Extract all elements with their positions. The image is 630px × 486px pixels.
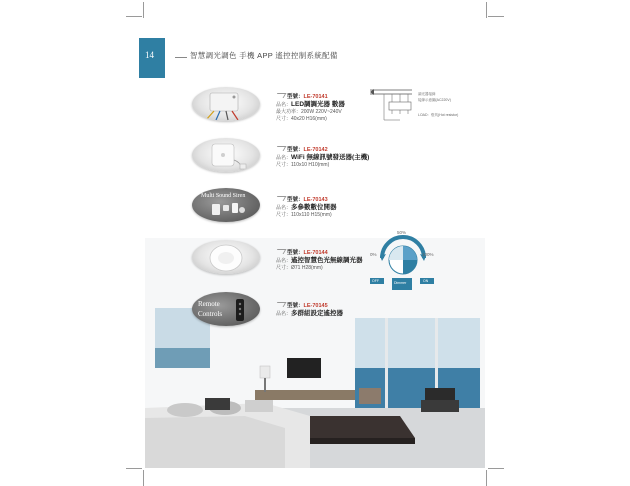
name-label: 品名： — [276, 258, 292, 264]
crop-mark — [488, 16, 504, 17]
model-label: 型號： — [287, 94, 304, 100]
dial-center-button: Dimmer — [394, 281, 407, 285]
page-number: 14 — [145, 50, 154, 60]
dimmer-dial-diagram — [368, 228, 438, 294]
product-info-4 — [276, 249, 363, 272]
name-line — [276, 257, 363, 265]
crop-mark — [143, 470, 144, 486]
product-name: WiFi 無線訊號發送器(主機) — [291, 154, 370, 161]
product-image-siren — [192, 188, 260, 222]
model-line — [276, 249, 363, 257]
model-code: LE-70141 — [303, 94, 328, 100]
product-info-5 — [276, 302, 343, 318]
bullet-icon — [275, 93, 287, 98]
name-label: 品名： — [276, 155, 292, 161]
dial-top-label: 50% — [397, 230, 407, 235]
bullet-icon — [275, 302, 287, 307]
bullet-icon — [275, 146, 287, 151]
product-image-remote — [192, 292, 260, 326]
wiring-schematic — [370, 82, 414, 128]
model-label: 型號： — [287, 250, 304, 256]
dimmer-module-icon — [192, 87, 260, 121]
model-line — [276, 302, 343, 310]
wiring-note: LOAD：燈具(Hot resistor) — [418, 113, 459, 117]
dial-left-label: 0% — [370, 252, 377, 257]
model-line — [276, 146, 369, 154]
model-label: 型號： — [287, 147, 304, 153]
bullet-icon — [275, 196, 287, 201]
crop-mark — [486, 2, 487, 18]
name-label: 品名： — [276, 311, 292, 317]
wifi-hub-icon — [192, 138, 260, 172]
wiring-note: 接線示意圖(AC220V) — [418, 98, 451, 102]
page-title: 智慧調光調色 手機 APP 遙控控制系統配備 — [190, 51, 338, 60]
oval-caption: Controls — [198, 310, 223, 318]
siren-devices-icon — [192, 188, 260, 222]
model-label: 型號： — [287, 303, 304, 309]
product-image-ceiling-light — [192, 240, 260, 274]
wiring-note: 調光器接線 — [418, 92, 436, 96]
spec-line: 最大功率：200W 220V~240V — [276, 109, 342, 115]
crop-mark — [143, 2, 144, 18]
oval-caption: Remote — [198, 300, 220, 308]
name-label: 品名： — [276, 205, 292, 211]
model-code: LE-70144 — [303, 250, 328, 256]
product-info-1 — [276, 93, 345, 123]
crop-mark — [126, 16, 142, 17]
model-code: LE-70145 — [303, 303, 328, 309]
spec-line: 尺寸：110x110 H15(mm) — [276, 212, 332, 218]
round-light-icon — [192, 240, 260, 274]
product-info-2 — [276, 146, 369, 169]
dial-off-button: OFF — [372, 279, 379, 283]
spec-line: 尺寸：Ø71 H28(mm) — [276, 265, 323, 271]
model-code: LE-70143 — [303, 197, 328, 203]
oval-caption: Multi Sound Siren — [201, 193, 246, 199]
dial-right-label: 100% — [422, 252, 434, 257]
product-image-dimmer-module — [192, 87, 260, 121]
product-info-3 — [276, 196, 337, 219]
remote-control-icon — [192, 292, 260, 326]
bullet-icon — [275, 249, 287, 254]
spec-line: 尺寸：110x10 H10(mm) — [276, 162, 330, 168]
product-name: LED調調光器 數器 — [291, 101, 345, 108]
name-label: 品名： — [276, 102, 292, 108]
model-line — [276, 196, 337, 204]
page-number-tab — [139, 38, 165, 78]
model-code: LE-70142 — [303, 147, 328, 153]
product-name: 多參數數位開器 — [291, 204, 337, 211]
product-name: 多群組設定遙控器 — [291, 310, 344, 317]
wiring-diagram — [370, 82, 490, 132]
model-label: 型號： — [287, 197, 304, 203]
name-line — [276, 101, 345, 109]
crop-mark — [486, 470, 487, 486]
crop-mark — [126, 468, 142, 469]
name-line — [276, 204, 337, 212]
header-rule — [175, 57, 187, 58]
product-name: 遙控智慧色光無線調光器 — [291, 257, 363, 264]
name-line — [276, 310, 343, 318]
name-line — [276, 154, 369, 162]
spec-line: 尺寸：40x20 H16(mm) — [276, 116, 327, 122]
product-image-wifi-hub — [192, 138, 260, 172]
model-line — [276, 93, 345, 101]
crop-mark — [488, 468, 504, 469]
dial-on-button: ON — [423, 279, 429, 283]
